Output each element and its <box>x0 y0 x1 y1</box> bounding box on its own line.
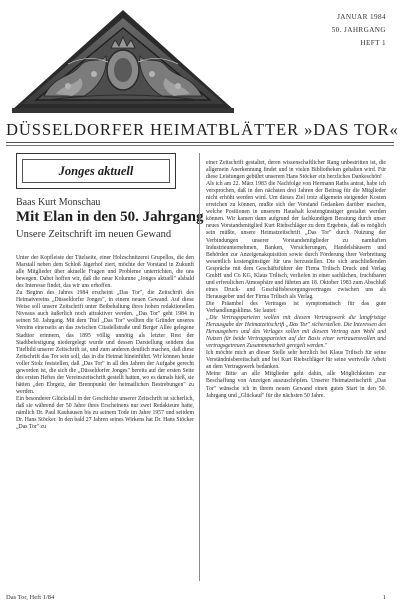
issue-date: JANUAR 1984 <box>337 13 386 21</box>
body-paragraph: Zu Beginn des Jahres 1984 erscheint „Das Tor", die Zeitschrift des Heimatvereins „Düsseldorfer Jonges", in einem neuen Gewand. Auf diese Weise soll unsere Zeitschrift unter Beibehaltung ihres hohen redaktionellen Niveaus auch äußerlich noch attraktiver werden. „Das Tor" geht 1984 in seinen 50. Jahrgang. Mit dem Titel „Das Tor" wollten die Gründer unseres Vereins einerseits an das zwischen Citadellstraße und Berger Allee gelegene Stadttor erinnern, das 1895 völlig unnötig als letzter Rest der Stadtbefestigung niedergelegt wurde und dessen Darstellung seitdem das Titelbild unserer Zeitschrift ist, und zum anderen deutlich machen, daß diese Zeitschrift das Tor sein soll, das in die Heimat hineinführt. Wir können heute voller Stolz feststellen, daß „Das Tor" in all den Jahren der Aufgabe gerecht geworden ist, die sich die „Düsseldorfer Jonges" bereits auf der ersten Seite des ersten Heftes der Vereinszeitschrift gestellt hatten, wo es damals hieß, sie hätten „den Ehrgeiz, der Brennpunkt der heimatlichen Bestrebungen" zu werden. <box>16 290 194 395</box>
body-paragraph: Die Präambel des Vertrages ist symptomatisch für das gute Verhandlungsklima. Sie lautet: <box>206 300 386 314</box>
issue-volume: 50. JAHRGANG <box>331 26 386 34</box>
column-divider <box>199 153 200 581</box>
contract-preamble-quote: „Die Vertragsparteien wollen mit diesem Vertragswerk die langfristige Herausgabe der Heimatzeitschrift „Das Tor" sicherstellen. Die Interessen des Herausgebers und des Verlages sollen mit diesem Vertrag zum Wohl und Nutzen für beide Vertragsparteien auf der Basis einer vertrauensvollen und vertragsgetreuen Zusammenarbeit geregelt werden." <box>206 315 386 350</box>
article-author: Baas Kurt Monschau <box>16 197 101 208</box>
page-number: 1 <box>382 594 386 601</box>
body-paragraph: Als ich am 22. März 1983 die Nachfolge von Hermann Raths antrat, habe ich versprochen, daß in den nächsten drei Jahren der Beitrag für die Mitglieder nicht erhöht werden wird. Um dieses Ziel trotz allgemein steigender Kosten erreichen zu können, mußte sich der Vorstand Gedanken darüber machen, welche Positionen in unserem Haushalt kostengünstiger gestaltet werden können. Wir kamen dann aufgrund der fachkundigen Beratung durch unser neues Vorstandsmitglied Kurt Riebschläger zu dem Ergebnis, daß es möglich sein müßte, unsere Heimatzeitschrift „Das Tor" durch Nutzung der Verbindungen unserer Vorstandsmitglieder zu namhaften Industrieunternehmen, Banken, Versicherungen, Handelshäusern und Behörden zur Anzeigenakquisition sowie durch Förderung ihrer Verbreitung wesentlich kostengünstiger für uns herzustellen. Die sich anschließenden Gespräche mit dem Geschäftsführer der Firma Triltsch Druck und Verlag GmbH und Co KG, Klaus Triltsch, verliefen in einer sachlichen, fruchtbaren und erfreulichen Atmosphäre und führten am 18. Oktober 1983 zum Abschluß eines Druck- und Geschäftsbesorgungsvertrages zwischen uns als Herausgeber und der Firma Triltsch als Verlag. <box>206 181 386 300</box>
body-paragraph: Ein besonderer Glücksfall in der Geschichte unserer Zeitschrift ist sicherlich, daß sie während der 50 Jahre ihres Erscheinens nur zwei Redakteure hatte, nämlich Dr. Paul Kauhausen bis zu seinem Tode im Jahre 1957 und seitdem Dr. Hans Stöcker. In den bald 27 Jahren seines Wirkens hat Dr. Hans Stöcker „Das Tor" zu <box>16 395 194 431</box>
article-headline: Mit Elan in den 50. Jahrgang <box>16 209 204 225</box>
kicker-label: Jonges aktuell <box>22 159 170 183</box>
right-text-column <box>206 160 386 400</box>
body-paragraph: Ich möchte mich an dieser Stelle sehr herzlich bei Klaus Triltsch für seine Verständnisbereitschaft und bei Kurt Riebschläger für seine wertvolle Arbeit an dem Vertragswerk bedanken. <box>206 350 386 371</box>
pediment-carving-image <box>8 4 238 114</box>
body-paragraph: Unter der Kopfleiste der Titelseite, einer Holzschnitzerei Grupellos, die den Marstall neben dem Schloß Jägerhof ziert, möchte der Vorstand in Zukunft alle Mitglieder über aktuelle Fragen und Probleme unterrichten, die uns bewegen. Dabei hoffen wir, daß die neue Kolumne „Jonges aktuell" alsbald des Interesse findet, das wir uns erhoffen. <box>16 255 194 290</box>
masthead-rule <box>6 142 394 143</box>
masthead-rule-thin <box>6 145 394 146</box>
body-paragraph: einer Zeitschrift gestaltet, deren wissenschaftlicher Rang unbestritten ist, die allgemein Anerkennung findet und in vielen Bibliotheken gehalten wird. Für diese Leistungen gebührt unserem Hans Stöcker ein herzliches Dankeschön! <box>206 160 386 181</box>
issue-number: HEFT 1 <box>360 39 386 47</box>
footer-issue-ref: Das Tor, Heft 1/84 <box>6 594 55 601</box>
body-paragraph: Meine Bitte an alle Mitglieder geht dahin, alle Möglichkeiten zur Beschaffung von Anzeigen auszuschöpfen. Unserer Heimatzeitschrift „Das Tor" wünsche ich in ihrem neuen Gewand einen guten Start in den 50. Jahrgang und „Glückauf" für die nächsten 50 Jahre. <box>206 371 386 399</box>
masthead-title: DÜSSELDORFER HEIMATBLÄTTER »DAS TOR« <box>6 120 399 139</box>
left-text-column <box>16 255 194 431</box>
article-subheadline: Unsere Zeitschrift im neuen Gewand <box>16 229 172 240</box>
